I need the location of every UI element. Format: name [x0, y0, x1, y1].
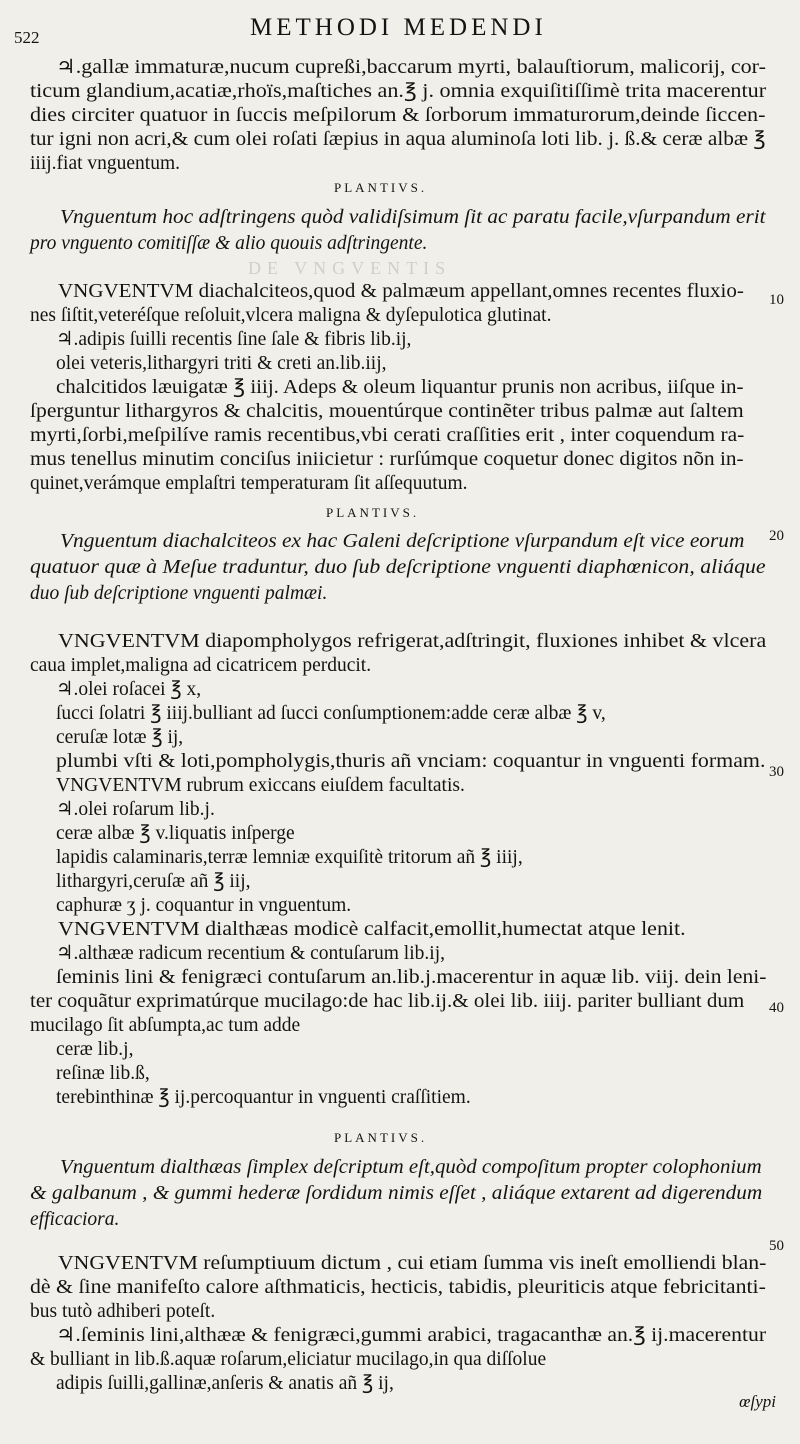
text-line: VNGVENTVM diapompholygos refrigerat,adſtringit, fluxiones inhibet & vlcera: [58, 631, 767, 652]
margin-number: 40: [769, 1000, 784, 1016]
section-heading: PLANTIVS.: [334, 1130, 428, 1145]
text-line: & bulliant in lib.ß.aquæ roſarum,eliciatur mucilago,in qua diſſolue: [30, 1349, 547, 1370]
text-line: ♃.olei roſacei ℥ x,: [56, 679, 202, 700]
text-line: ſeminis lini & fenigræci contuſarum an.lib.j.macerentur in aquæ lib. viij. dein leni-: [56, 967, 767, 988]
text-line: dies circiter quatuor in ſuccis meſpilorum & ſorborum immaturorum,deinde ſiccen-: [30, 105, 766, 126]
text-line: VNGVENTVM rubrum exiccans eiuſdem facultatis.: [56, 775, 465, 796]
text-line: duo ſub deſcriptione vnguenti palmæi.: [30, 583, 328, 604]
text-line: lapidis calaminaris,terræ lemniæ exquiſitè tritorum añ ℥ iiij,: [56, 847, 523, 868]
text-line: lithargyri,ceruſæ añ ℥ iij,: [56, 871, 251, 892]
text-line: pro vnguento comitiſſæ & alio quouis adſtringente.: [30, 233, 428, 254]
text-line: ſperguntur lithargyros & chalcitis, mouentúrque continẽter tribus palmæ aut ſaltem: [30, 401, 744, 422]
text-line: ♃.olei roſarum lib.j.: [56, 799, 215, 820]
text-line: ſucci ſolatri ℥ iiij.bulliant ad ſucci conſumptionem:adde ceræ albæ ℥ v,: [56, 703, 606, 724]
text-line: dè & ſine manifeſto calore aſthmaticis, hecticis, tabidis, pleuriticis atque febricitanti-: [30, 1277, 766, 1298]
text-line: ter coquãtur exprimatúrque mucilago:de hac lib.ij.& olei lib. iiij. pariter bulliant dum: [30, 991, 745, 1012]
text-line: & galbanum , & gummi hederæ ſordidum nimis eſſet , aliáque extarent ad digerendum: [30, 1183, 763, 1204]
bleedthrough-text: DE VNGVENTIS: [248, 258, 452, 278]
text-line: mus tenellus minutim conciſus iniicietur : rurſúmque coquetur donec digitos nõn in-: [30, 449, 744, 470]
text-line: Vnguentum diachalciteos ex hac Galeni deſcriptione vſurpandum eſt vice eorum: [60, 531, 745, 552]
text-line: VNGVENTVM reſumptiuum dictum , cui etiam ſumma vis ineſt emolliendi blan-: [58, 1253, 767, 1274]
text-line: ticum glandium,acatiæ,rhoïs,maſtiches an.℥ j. omnia exquiſitiſſimè trita macerentur: [30, 81, 767, 102]
text-line: quinet,verámque emplaſtri temperaturam ſit aſſequutum.: [30, 473, 468, 494]
text-line: nes ſiſtit,veteréſque reſoluit,vlcera maligna & dyſepulotica glutinat.: [30, 305, 552, 326]
text-line: adipis ſuilli,gallinæ,anſeris & anatis añ ℥ ij,: [56, 1373, 394, 1394]
text-line: quatuor quæ à Meſue traduntur, duo ſub deſcriptione vnguenti diaphœnicon, aliáque: [30, 557, 766, 578]
text-line: ceræ lib.j,: [56, 1039, 134, 1060]
margin-number: 30: [769, 764, 784, 780]
text-line: tur igni non acri,& cum olei roſati ſæpius in aqua aluminoſa loti lib. j. ß.& ceræ albæ ℥: [30, 129, 766, 150]
margin-number: 50: [769, 1238, 784, 1254]
text-line: plumbi vſti & loti,pompholygis,thuris añ vnciam: coquantur in vnguenti formam.: [56, 751, 766, 772]
text-line: iiij.fiat vnguentum.: [30, 153, 181, 174]
margin-number: 20: [769, 528, 784, 544]
text-line: VNGVENTVM dialthæas modicè calfacit,emollit,humectat atque lenit.: [58, 919, 686, 940]
text-line: bus tutò adhiberi poteſt.: [30, 1301, 216, 1322]
section-heading: PLANTIVS.: [334, 180, 428, 195]
text-line: VNGVENTVM diachalciteos,quod & palmæum appellant,omnes recentes fluxio-: [58, 281, 744, 302]
page-number: 522: [14, 28, 40, 47]
text-line: ♃.adipis ſuilli recentis ſine ſale & fibris lib.ij,: [56, 329, 412, 350]
text-line: ceræ albæ ℥ v.liquatis inſperge: [56, 823, 295, 844]
text-line: reſinæ lib.ß,: [56, 1063, 150, 1084]
margin-number: 10: [769, 292, 784, 308]
text-line: Vnguentum hoc adſtringens quòd validiſsimum ſit ac paratu facile,vſurpandum erit: [60, 207, 766, 228]
text-line: mucilago ſit abſumpta,ac tum adde: [30, 1015, 301, 1036]
text-line: olei veteris,lithargyri triti & creti an.lib.iij,: [56, 353, 387, 374]
text-line: terebinthinæ ℥ ij.percoquantur in vnguenti craſſitiem.: [56, 1087, 471, 1108]
text-line: ♃.althææ radicum recentium & contuſarum lib.ij,: [56, 943, 445, 964]
text-line: efficaciora.: [30, 1209, 120, 1230]
text-line: caphuræ ʒ j. coquantur in vnguentum.: [56, 895, 352, 916]
text-line: chalcitidos læuigatæ ℥ iiij. Adeps & oleum liquantur prunis non acribus, iiſque in-: [56, 377, 744, 398]
text-line: ♃.ſeminis lini,althææ & fenigræci,gummi arabici, tragacanthæ an.℥ ij.macerentur: [56, 1325, 767, 1346]
text-line: Vnguentum dialthæas ſimplex deſcriptum eſt,quòd compoſitum propter colophonium: [60, 1157, 762, 1178]
text-line: ceruſæ lotæ ℥ ij,: [56, 727, 184, 748]
text-line: ♃.gallæ immaturæ,nucum cupreßi,baccarum myrti, balauſtiorum, malicorij, cor-: [56, 57, 766, 78]
catchword: œſypi: [739, 1392, 776, 1411]
text-line: caua implet,maligna ad cicatricem perducit.: [30, 655, 372, 676]
running-title: METHODI MEDENDI: [250, 14, 547, 41]
text-line: myrti,ſorbi,meſpilíve ramis recentibus,vbi cerati craſſities erit , inter coquendum ra-: [30, 425, 745, 446]
section-heading: PLANTIVS.: [326, 505, 420, 520]
